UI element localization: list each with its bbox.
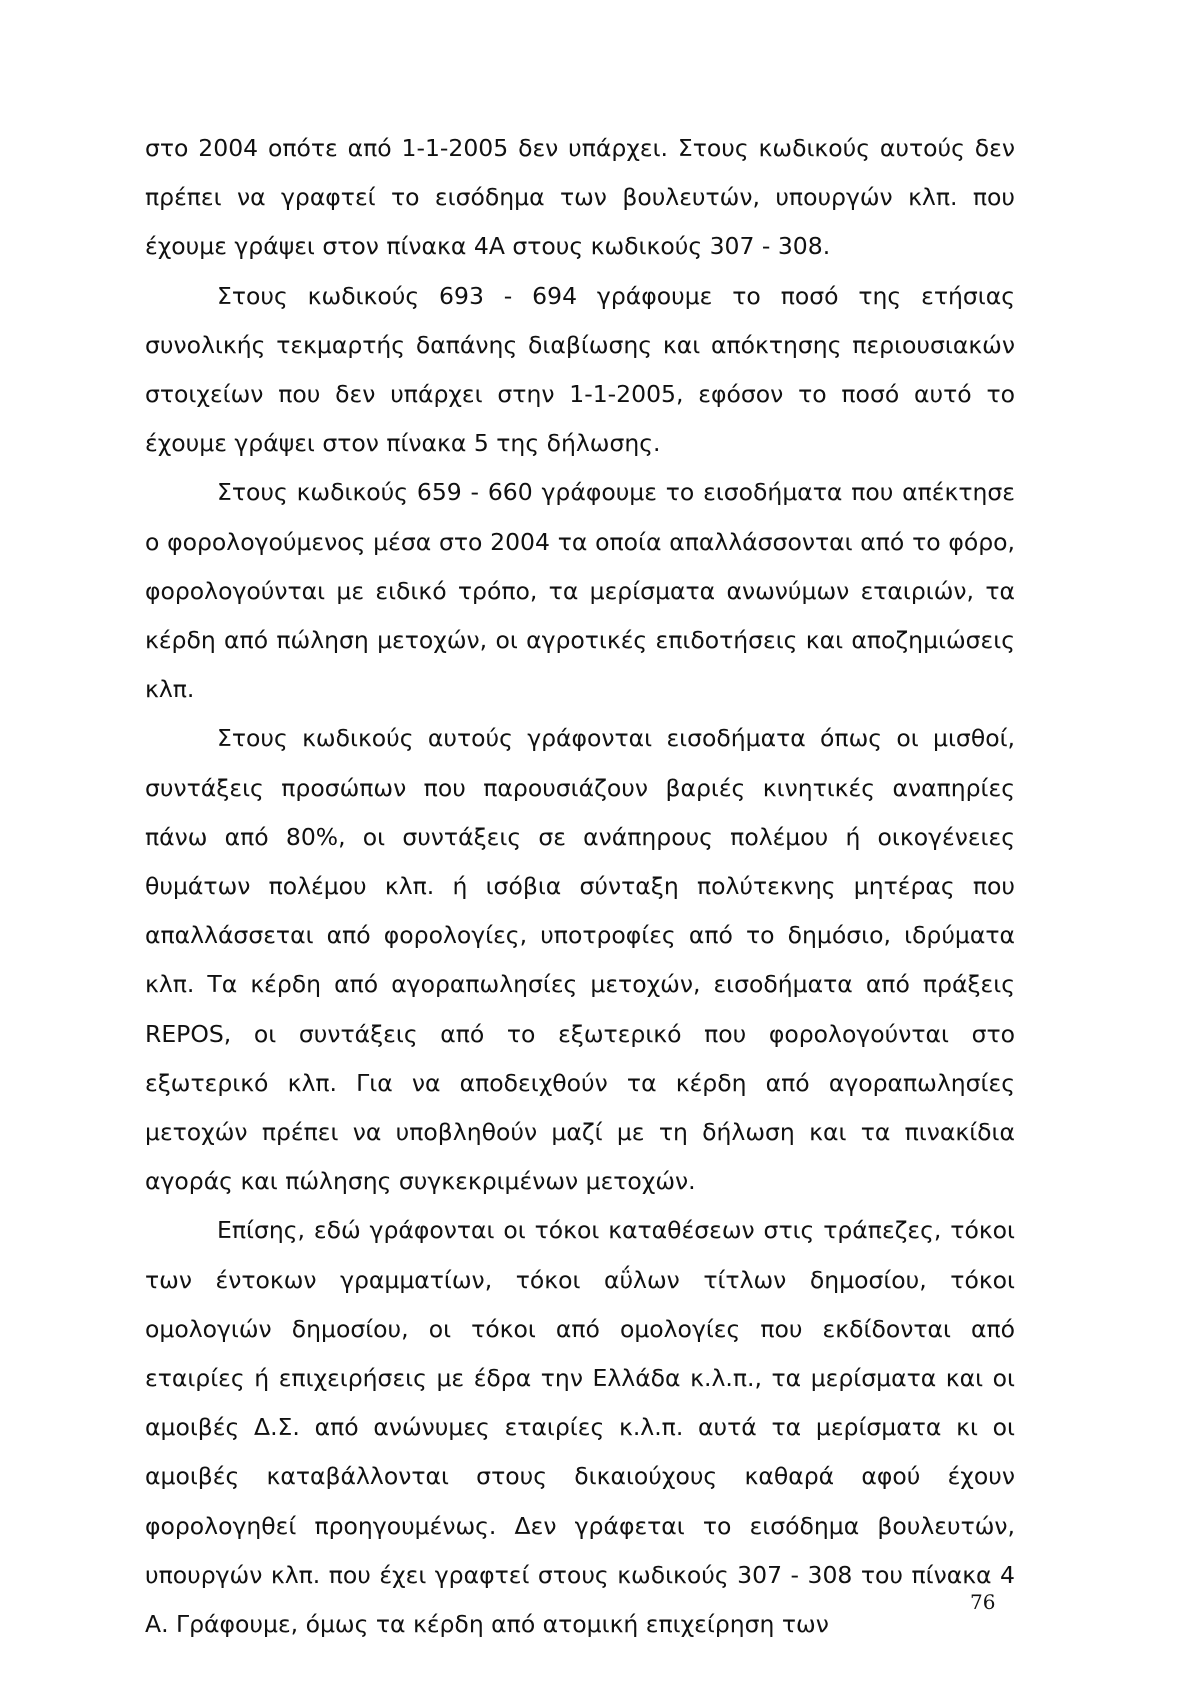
body-text [145,124,1015,1649]
paragraph-codes-693-694: Στους κωδικούς 693 - 694 γράφουμε το ποσό της ετήσιας συνολικής τεκμαρτής δαπάνης διαβίωσης και απόκτησης περιουσιακών στοιχείων που δεν υπάρχει στην 1-1-2005, εφόσον το ποσό αυτό το έχουμε γράψει στον πίνακα 5 της δήλωσης. [145,281,1015,458]
paragraph-continuation: στο 2004 οπότε από 1-1-2005 δεν υπάρχει. Στους κωδικούς αυτούς δεν πρέπει να γραφτεί το εισόδημα των βουλευτών, υπουργών κλπ. που έχουμε γράψει στον πίνακα 4Α στους κωδικούς 307 - 308. [145,134,1015,261]
paragraph-income-examples: Στους κωδικούς αυτούς γράφονται εισοδήματα όπως οι μισθοί, συντάξεις προσώπων που παρουσιάζουν βαριές κινητικές αναπηρίες πάνω από 80%, οι συντάξεις σε ανάπηρους πολέμου ή οικογένειες θυμάτων πολέμου κλπ. ή ισόβια σύνταξη πολύτεκνης μητέρας που απαλλάσσεται από φορολογίες, υποτροφίες από το δημόσιο, ιδρύματα κλπ. Τα κέρδη από αγοραπωλησίες μετοχών, εισοδήματα από πράξεις REPOS, οι συντάξεις από το εξωτερικό που φορολογούνται στο εξωτερικό κλπ. Για να αποδειχθούν τα κέρδη από αγοραπωλησίες μετοχών πρέπει να υποβληθούν μαζί με τη δήλωση και τα πινακίδια αγοράς και πώλησης συγκεκριμένων μετοχών. [145,724,1015,1196]
page-number: 76 [970,1590,996,1614]
paragraph-interest-dividends: Επίσης, εδώ γράφονται οι τόκοι καταθέσεων στις τράπεζες, τόκοι των έντοκων γραμματίων, τόκοι αΰλων τίτλων δημοσίου, τόκοι ομολογιών δημοσίου, οι τόκοι από ομολογίες που εκδίδονται από εταιρίες ή επιχειρήσεις με έδρα την Ελλάδα κ.λ.π., τα μερίσματα και οι αμοιβές Δ.Σ. από ανώνυμες εταιρίες κ.λ.π. αυτά τα μερίσματα κι οι αμοιβές καταβάλλονται στους δικαιούχους καθαρά αφού έχουν φορολογηθεί προηγουμένως. Δεν γράφεται το εισόδημα βουλευτών, υπουργών κλπ. που έχει γραφτεί στους κωδικούς 307 - 308 του πίνακα 4 Α. Γράφουμε, όμως τα κέρδη από ατομική επιχείρηση των [145,1216,1015,1639]
paragraph-codes-659-660: Στους κωδικούς 659 - 660 γράφουμε το εισοδήματα που απέκτησε ο φορολογούμενος μέσα στο 2004 τα οποία απαλλάσσονται από το φόρο, φορολογούνται με ειδικό τρόπο, τα μερίσματα ανωνύμων εταιριών, τα κέρδη από πώληση μετοχών, οι αγροτικές επιδοτήσεις και αποζημιώσεις κλπ. [145,478,1015,704]
